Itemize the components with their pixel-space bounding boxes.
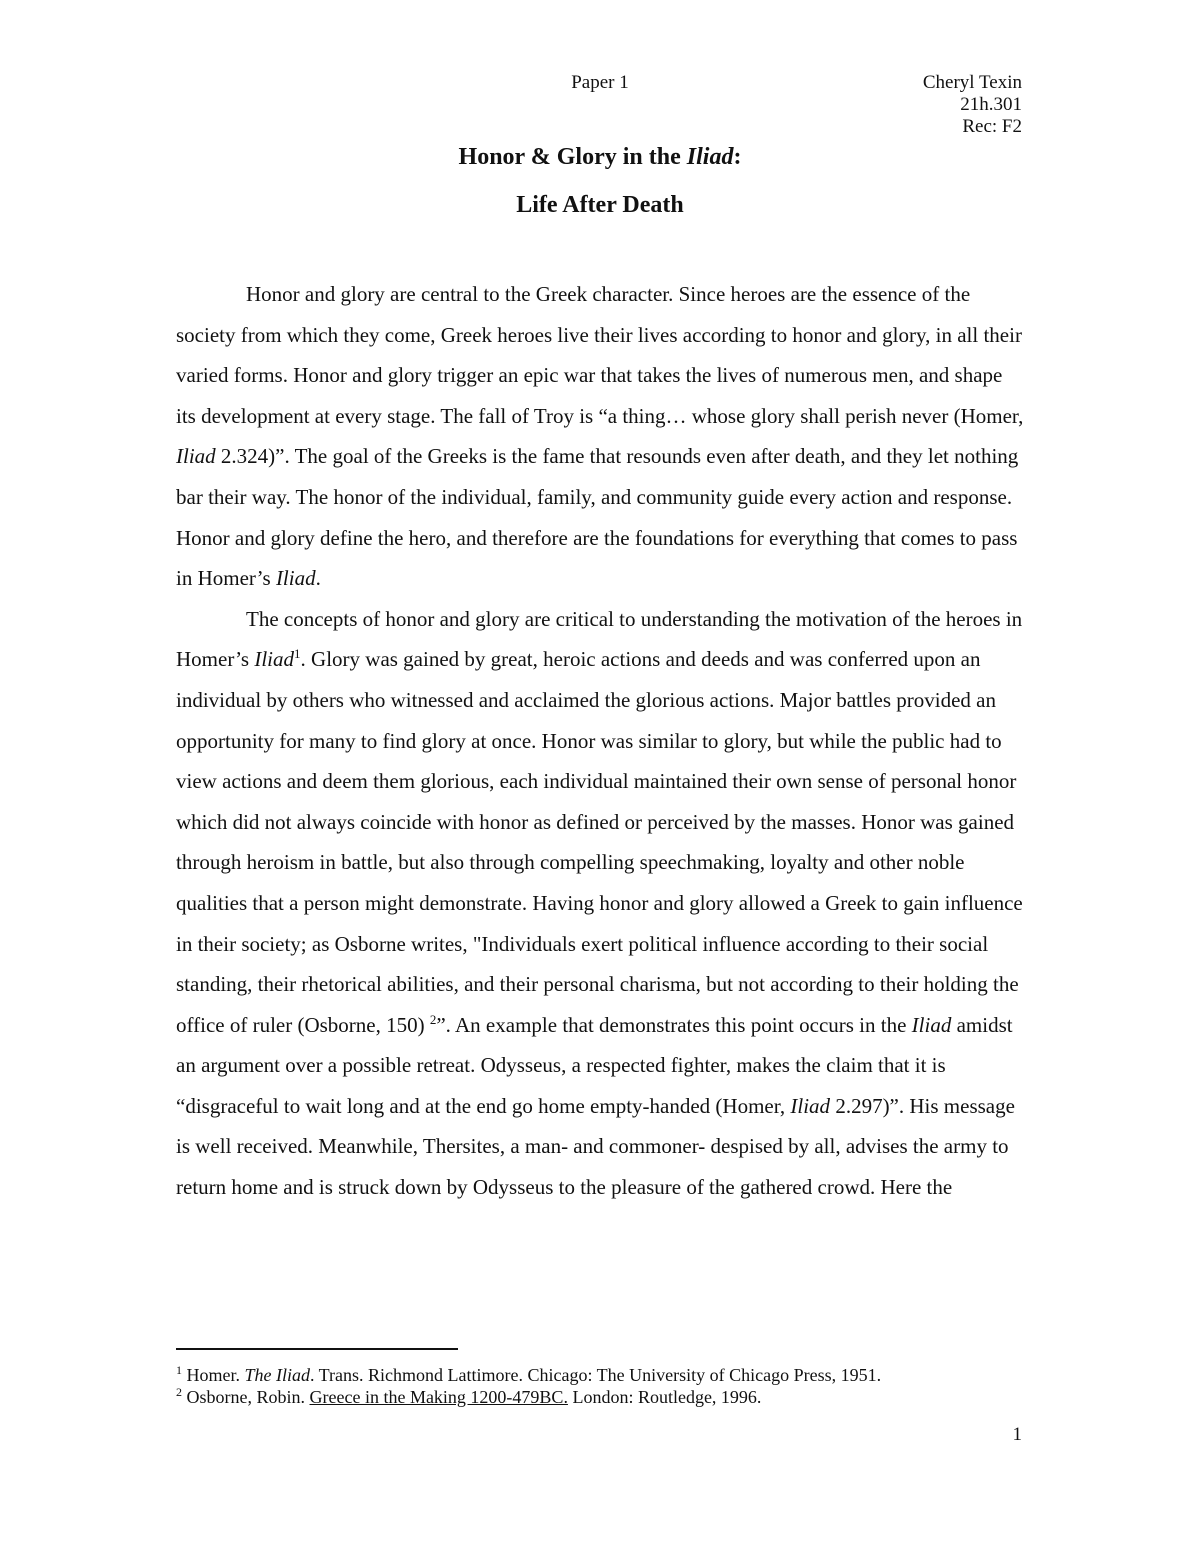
title-line-main <box>0 142 1200 172</box>
footnote-1-italic: The Iliad <box>244 1365 310 1385</box>
p2-text-a: The concepts of honor and glory are critical to understanding the motivation of the heroes in Homer’s <box>176 606 1023 672</box>
title-main-italic: Iliad <box>686 144 734 170</box>
p2-text-c: ”. An example that demonstrates this point occurs in the <box>436 1012 912 1037</box>
page-number: 1 <box>1012 1424 1022 1445</box>
footnote-2-text-b: London: Routledge, 1996. <box>567 1387 762 1407</box>
footnote-ref-1[interactable]: 1 <box>294 646 301 662</box>
p1-text-c: . <box>315 566 321 591</box>
recitation-section: Rec: F2 <box>962 116 1022 137</box>
author-info-block <box>923 72 1022 138</box>
p2-text-e: 2.297)”. His message is well received. Meanwhile, Thersites, a man- and commoner- despised by all, advises the army to return home and is struck down by Odysseus to the pleasure of the gathered crowd. Here the <box>176 1093 1015 1200</box>
footnote-ref-2[interactable]: 2 <box>429 1011 437 1027</box>
footnote-2-text-a: Osborne, Robin. <box>186 1387 310 1407</box>
p1-text-a: Honor and glory are central to the Greek character. Since heroes are the essence of the society from which they come, Greek heroes live their lives according to honor and glory, in all their varied forms. Honor and glory trigger an epic war that takes the lives of numerous men, and shape its development at every stage. The fall of Troy is “a thing… whose glory shall perish never (Homer, <box>176 282 1024 428</box>
title-main-colon: : <box>733 144 742 170</box>
course-number: 21h.301 <box>960 94 1022 115</box>
author-name: Cheryl Texin <box>922 72 1022 93</box>
title-main-text: Honor & Glory in the <box>458 144 687 170</box>
footnote-separator <box>176 1348 458 1350</box>
p1-italic-b: Iliad <box>275 566 316 591</box>
p1-text-b: 2.324)”. The goal of the Greeks is the fame that resounds even after death, and they let nothing bar their way. The honor of the individual, family, and community guide every action and response. Honor and glory define the hero, and therefore are the foundations for everything that comes to pass in Homer’s <box>176 444 1019 591</box>
footnote-1-text-a: Homer. <box>186 1365 245 1385</box>
p2-italic-b: Iliad <box>911 1012 952 1037</box>
paragraph-1 <box>176 274 1026 599</box>
p2-italic-c: Iliad <box>790 1093 831 1118</box>
p2-text-d: amidst an argument over a possible retreat. Odysseus, a respected fighter, makes the claim that it is “disgraceful to wait long and at the end go home empty-handed (Homer, <box>176 1012 1013 1118</box>
title-line-subtitle: Life After Death <box>516 192 684 218</box>
p1-italic-a: Iliad <box>176 444 216 469</box>
paper-title <box>0 142 1200 220</box>
p2-italic-a: Iliad <box>254 647 295 672</box>
p2-text-b: . Glory was gained by great, heroic actions and deeds and was conferred upon an individual by others who witnessed and acclaimed the glorious actions. Major battles provided an opportunity for many to find glory at once. Honor was similar to glory, but while the public had to view actions and deem them glorious, each individual maintained their own sense of personal honor which did not always coincide with honor as defined or perceived by the masses. Honor was gained through heroism in battle, but also through compelling speechmaking, loyalty and other noble qualities that a person might demonstrate. Having honor and glory allowed a Greek to gain influence in their society; as Osborne writes, "Individuals exert political influence according to their social standing, their rhetorical abilities, and their personal charisma, but not according to their holding the office of ruler (Osborne, 150) <box>176 647 1023 1037</box>
footnote-1-text-b: . Trans. Richmond Lattimore. Chicago: The University of Chicago Press, 1951. <box>310 1365 882 1385</box>
footnotes-section <box>176 1364 1026 1408</box>
footnote-2 <box>176 1386 1026 1408</box>
essay-body <box>176 274 1026 1208</box>
footnote-2-underlined-title: Greece in the Making 1200-479BC. <box>309 1387 568 1407</box>
paragraph-2 <box>176 599 1026 1208</box>
footnote-1 <box>176 1364 1026 1386</box>
footnote-2-number: 2 <box>176 1385 182 1399</box>
running-header-paper-label: Paper 1 <box>571 72 629 93</box>
footnote-1-number: 1 <box>176 1363 182 1377</box>
